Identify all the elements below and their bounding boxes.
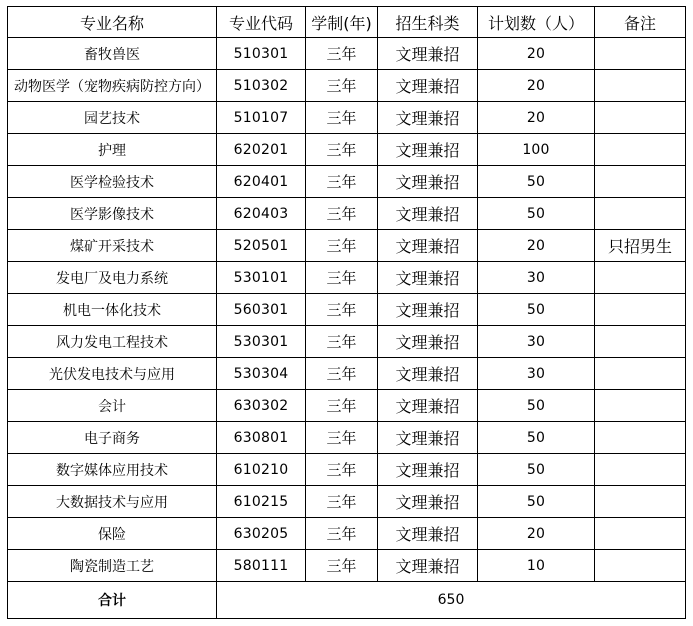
category-cell: 文理兼招 <box>378 422 478 454</box>
header-major-code: 专业代码 <box>217 7 306 38</box>
study-length-cell: 三年 <box>306 70 378 102</box>
major-name-cell: 园艺技术 <box>8 102 217 134</box>
plan-count-cell: 50 <box>478 198 595 230</box>
plan-count-cell: 50 <box>478 486 595 518</box>
plan-count-cell: 30 <box>478 262 595 294</box>
major-code-cell: 630205 <box>217 518 306 550</box>
category-cell: 文理兼招 <box>378 134 478 166</box>
header-plan-count: 计划数（人） <box>478 7 595 38</box>
plan-count-cell: 30 <box>478 358 595 390</box>
study-length-cell: 三年 <box>306 358 378 390</box>
study-length-cell: 三年 <box>306 454 378 486</box>
major-code-cell: 620401 <box>217 166 306 198</box>
header-row <box>8 7 686 38</box>
plan-count-cell: 50 <box>478 422 595 454</box>
note-cell: 只招男生 <box>595 230 686 262</box>
note-cell <box>595 390 686 422</box>
header-category: 招生科类 <box>378 7 478 38</box>
major-name-cell: 煤矿开采技术 <box>8 230 217 262</box>
study-length-cell: 三年 <box>306 422 378 454</box>
table-row <box>8 70 686 102</box>
category-cell: 文理兼招 <box>378 198 478 230</box>
note-cell <box>595 70 686 102</box>
header-major-name: 专业名称 <box>8 7 217 38</box>
major-name-cell: 陶瓷制造工艺 <box>8 550 217 582</box>
note-cell <box>595 518 686 550</box>
header-study-length: 学制(年) <box>306 7 378 38</box>
note-cell <box>595 102 686 134</box>
table-row <box>8 166 686 198</box>
major-code-cell: 530301 <box>217 326 306 358</box>
study-length-cell: 三年 <box>306 102 378 134</box>
note-cell <box>595 358 686 390</box>
category-cell: 文理兼招 <box>378 294 478 326</box>
table-row <box>8 262 686 294</box>
major-name-cell: 电子商务 <box>8 422 217 454</box>
plan-count-cell: 50 <box>478 294 595 326</box>
major-code-cell: 530304 <box>217 358 306 390</box>
major-code-cell: 610210 <box>217 454 306 486</box>
major-code-cell: 510301 <box>217 38 306 70</box>
note-cell <box>595 166 686 198</box>
category-cell: 文理兼招 <box>378 38 478 70</box>
category-cell: 文理兼招 <box>378 326 478 358</box>
note-cell <box>595 422 686 454</box>
major-code-cell: 510107 <box>217 102 306 134</box>
category-cell: 文理兼招 <box>378 358 478 390</box>
category-cell: 文理兼招 <box>378 102 478 134</box>
table-row <box>8 486 686 518</box>
category-cell: 文理兼招 <box>378 454 478 486</box>
study-length-cell: 三年 <box>306 486 378 518</box>
enrollment-plan-table <box>7 6 686 619</box>
major-name-cell: 畜牧兽医 <box>8 38 217 70</box>
category-cell: 文理兼招 <box>378 550 478 582</box>
study-length-cell: 三年 <box>306 390 378 422</box>
category-cell: 文理兼招 <box>378 166 478 198</box>
major-name-cell: 数字媒体应用技术 <box>8 454 217 486</box>
major-name-cell: 大数据技术与应用 <box>8 486 217 518</box>
note-cell <box>595 134 686 166</box>
category-cell: 文理兼招 <box>378 390 478 422</box>
study-length-cell: 三年 <box>306 198 378 230</box>
table-row <box>8 518 686 550</box>
table-row <box>8 326 686 358</box>
plan-count-cell: 20 <box>478 102 595 134</box>
plan-count-cell: 20 <box>478 70 595 102</box>
table-row <box>8 358 686 390</box>
table-row <box>8 454 686 486</box>
note-cell <box>595 326 686 358</box>
table-row <box>8 390 686 422</box>
table-row <box>8 102 686 134</box>
major-code-cell: 620403 <box>217 198 306 230</box>
plan-count-cell: 50 <box>478 390 595 422</box>
note-cell <box>595 550 686 582</box>
study-length-cell: 三年 <box>306 230 378 262</box>
total-row <box>8 582 686 619</box>
plan-count-cell: 10 <box>478 550 595 582</box>
major-name-cell: 动物医学（宠物疾病防控方向） <box>8 70 217 102</box>
total-label: 合计 <box>8 582 217 619</box>
category-cell: 文理兼招 <box>378 70 478 102</box>
study-length-cell: 三年 <box>306 518 378 550</box>
major-code-cell: 630302 <box>217 390 306 422</box>
major-code-cell: 510302 <box>217 70 306 102</box>
category-cell: 文理兼招 <box>378 230 478 262</box>
major-code-cell: 580111 <box>217 550 306 582</box>
major-code-cell: 610215 <box>217 486 306 518</box>
major-name-cell: 光伏发电技术与应用 <box>8 358 217 390</box>
plan-count-cell: 20 <box>478 38 595 70</box>
category-cell: 文理兼招 <box>378 486 478 518</box>
study-length-cell: 三年 <box>306 134 378 166</box>
major-code-cell: 560301 <box>217 294 306 326</box>
major-code-cell: 520501 <box>217 230 306 262</box>
study-length-cell: 三年 <box>306 166 378 198</box>
major-name-cell: 发电厂及电力系统 <box>8 262 217 294</box>
table-row <box>8 422 686 454</box>
table-row <box>8 38 686 70</box>
study-length-cell: 三年 <box>306 550 378 582</box>
study-length-cell: 三年 <box>306 262 378 294</box>
plan-count-cell: 20 <box>478 518 595 550</box>
note-cell <box>595 294 686 326</box>
note-cell <box>595 198 686 230</box>
table-row <box>8 198 686 230</box>
table-row <box>8 550 686 582</box>
plan-count-cell: 100 <box>478 134 595 166</box>
study-length-cell: 三年 <box>306 294 378 326</box>
plan-count-cell: 30 <box>478 326 595 358</box>
major-name-cell: 医学影像技术 <box>8 198 217 230</box>
major-name-cell: 保险 <box>8 518 217 550</box>
plan-count-cell: 50 <box>478 166 595 198</box>
note-cell <box>595 486 686 518</box>
note-cell <box>595 38 686 70</box>
table-row <box>8 134 686 166</box>
note-cell <box>595 454 686 486</box>
major-code-cell: 620201 <box>217 134 306 166</box>
major-name-cell: 会计 <box>8 390 217 422</box>
header-note: 备注 <box>595 7 686 38</box>
major-code-cell: 630801 <box>217 422 306 454</box>
table-row <box>8 230 686 262</box>
note-cell <box>595 262 686 294</box>
total-value: 650 <box>217 582 686 619</box>
category-cell: 文理兼招 <box>378 262 478 294</box>
major-code-cell: 530101 <box>217 262 306 294</box>
major-name-cell: 机电一体化技术 <box>8 294 217 326</box>
plan-count-cell: 20 <box>478 230 595 262</box>
major-name-cell: 护理 <box>8 134 217 166</box>
category-cell: 文理兼招 <box>378 518 478 550</box>
study-length-cell: 三年 <box>306 38 378 70</box>
study-length-cell: 三年 <box>306 326 378 358</box>
plan-count-cell: 50 <box>478 454 595 486</box>
major-name-cell: 医学检验技术 <box>8 166 217 198</box>
major-name-cell: 风力发电工程技术 <box>8 326 217 358</box>
table-row <box>8 294 686 326</box>
